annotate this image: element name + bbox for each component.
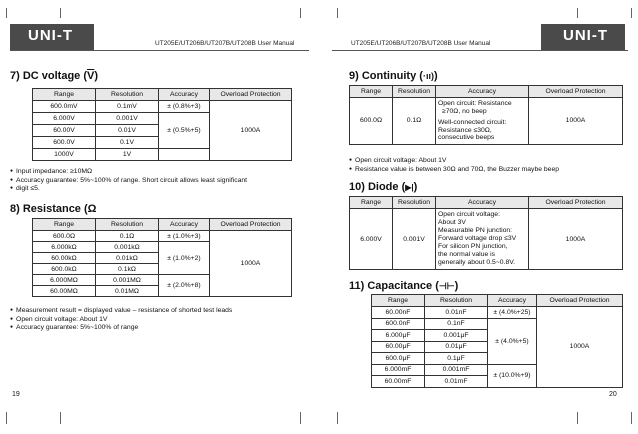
cell-resolution: 0.001MΩ — [96, 275, 159, 286]
cell-accuracy: ± (4.0%+25) — [488, 307, 537, 319]
cell-resolution: 0.1μF — [425, 353, 488, 365]
cell-resolution: 0.001V — [96, 113, 159, 125]
col-header: Range — [33, 89, 96, 101]
cell-range: 60.00kΩ — [33, 253, 96, 264]
note: ● Accuracy guarantee: 5%~100% of range. Short circuit allows least significant — [10, 177, 310, 186]
diode-icon: ▶| — [405, 183, 414, 192]
cell-range: 60.00MΩ — [33, 286, 96, 297]
note: ● Accuracy guarantee: 5%~100% of range — [10, 324, 310, 333]
note: ● digit ≤5. — [10, 185, 310, 194]
dc-voltage-icon: V — [87, 70, 95, 82]
cell-accuracy: ± (1.0%+2) — [159, 242, 210, 275]
cell-accuracy: ± (4.0%+5) — [488, 318, 537, 364]
cell-range: 600.0V — [33, 137, 96, 149]
crop-mark — [60, 412, 61, 424]
col-header: Accuracy — [488, 295, 537, 307]
cell-accuracy: ± (10.0%+9) — [488, 364, 537, 387]
cell-range: 600.0Ω — [350, 98, 393, 145]
page-number: 20 — [609, 391, 617, 398]
page-number: 19 — [12, 391, 20, 398]
continuity-icon: ·ıı) — [422, 71, 434, 81]
cell-accuracy: Open circuit voltage: About 3V Measurable PN junction: Forward voltage drop ≤3V For silicon PN junction, the normal value is generally about 0.5~0.8V. — [436, 209, 529, 270]
diode-table — [349, 196, 623, 270]
cell-accuracy: ± (0.8%+3) — [159, 101, 210, 113]
col-header: Range — [350, 197, 393, 209]
cell-resolution: 0.01V — [96, 125, 159, 137]
continuity-heading: 9) Continuity (·ıı)) — [349, 70, 438, 82]
cell-resolution: 0.1V — [96, 137, 159, 149]
crop-mark — [577, 8, 578, 18]
cell-overload: 1000A — [210, 231, 292, 297]
cell-resolution: 0.01μF — [425, 341, 488, 353]
col-header: Overload Protection — [537, 295, 623, 307]
cell-range: 6.000V — [350, 209, 393, 270]
cell-range: 600.0nF — [372, 318, 425, 330]
crop-mark — [337, 8, 338, 18]
capacitance-table — [371, 294, 623, 388]
brand-logo: UNI-T — [28, 27, 73, 44]
ohm-icon: Ω — [87, 203, 97, 215]
resistance-table — [32, 218, 292, 297]
crop-mark — [337, 412, 338, 424]
cell-resolution: 0.1kΩ — [96, 264, 159, 275]
col-header: Range — [372, 295, 425, 307]
crop-mark — [300, 412, 301, 424]
cell-resolution: 0.001V — [393, 209, 436, 270]
cell-range: 1000V — [33, 149, 96, 161]
cell-resolution: 0.001μF — [425, 330, 488, 342]
continuity-table — [349, 85, 623, 145]
crop-mark — [6, 8, 7, 18]
cell-range: 600.0mV — [33, 101, 96, 113]
cell-overload: 1000A — [529, 98, 623, 145]
cell-resolution: 0.1Ω — [96, 231, 159, 242]
col-header: Overload Protection — [210, 89, 292, 101]
col-header: Resolution — [393, 197, 436, 209]
cell-range: 60.00mF — [372, 376, 425, 388]
note: ● Input impedance: ≥10MΩ — [10, 168, 310, 177]
manual-title: UT205E/UT206B/UT207B/UT208B User Manual — [155, 40, 295, 47]
cell-range: 6.000V — [33, 113, 96, 125]
cell-resolution: 0.1mV — [96, 101, 159, 113]
cell-accuracy: ± (0.5%+5) — [159, 113, 210, 149]
cell-range: 600.0kΩ — [33, 264, 96, 275]
cell-resolution: 0.001mF — [425, 364, 488, 376]
cell-range: 60.00nF — [372, 307, 425, 319]
capacitance-heading: 11) Capacitance (⊣⊢) — [349, 280, 459, 292]
diode-heading: 10) Diode (▶|) — [349, 181, 418, 193]
cell-range: 6.000MΩ — [33, 275, 96, 286]
crop-mark — [300, 8, 301, 18]
col-header: Range — [350, 86, 393, 98]
note: ● Open circuit voltage: About 1V — [10, 316, 310, 325]
cell-accuracy-empty — [159, 149, 210, 161]
cell-accuracy: ± (1.0%+3) — [159, 231, 210, 242]
note: ● Measurement result = displayed value – resistance of shorted test leads — [10, 307, 310, 316]
dc-voltage-notes — [10, 168, 310, 194]
crop-mark — [60, 8, 61, 18]
cell-range: 6.000kΩ — [33, 242, 96, 253]
cell-resolution: 0.01MΩ — [96, 286, 159, 297]
capacitor-icon: ⊣⊢ — [438, 281, 455, 291]
cell-range: 6.000mF — [372, 364, 425, 376]
crop-mark — [6, 412, 7, 424]
cell-range: 6.000μF — [372, 330, 425, 342]
col-header: Accuracy — [159, 89, 210, 101]
col-header: Resolution — [96, 89, 159, 101]
col-header: Resolution — [96, 219, 159, 231]
col-header: Accuracy — [159, 219, 210, 231]
dc-voltage-heading: 7) DC voltage (V) — [10, 70, 99, 82]
col-header: Overload Protection — [210, 219, 292, 231]
cell-overload: 1000A — [529, 209, 623, 270]
note: ● Resistance value is between 30Ω and 70Ω, the Buzzer maybe beep — [349, 166, 634, 175]
cell-overload: 1000A — [537, 307, 623, 388]
continuity-notes — [349, 157, 634, 174]
col-header: Accuracy — [436, 197, 529, 209]
col-header: Range — [33, 219, 96, 231]
resistance-notes — [10, 307, 310, 333]
cell-range: 600.0Ω — [33, 231, 96, 242]
resistance-heading: 8) Resistance (Ω — [10, 203, 97, 215]
col-header: Overload Protection — [529, 86, 623, 98]
cell-range: 600.0μF — [372, 353, 425, 365]
brand-logo: UNI-T — [563, 27, 608, 44]
cell-resolution: 0.1nF — [425, 318, 488, 330]
cell-resolution: 0.01kΩ — [96, 253, 159, 264]
cell-range: 60.00μF — [372, 341, 425, 353]
cell-resolution: 0.1Ω — [393, 98, 436, 145]
crop-mark — [631, 8, 632, 18]
cell-overload: 1000A — [210, 101, 292, 161]
header-rule — [332, 50, 628, 51]
crop-mark — [631, 412, 632, 424]
col-header: Resolution — [425, 295, 488, 307]
cell-accuracy: Open circuit: Resistance ≥70Ω, no beep Well-connected circuit: Resistance ≤30Ω, consecutive beeps — [436, 98, 529, 145]
col-header: Accuracy — [436, 86, 529, 98]
manual-title: UT205E/UT206B/UT207B/UT208B User Manual — [351, 40, 491, 47]
right-page — [319, 0, 638, 434]
note: ● Open circuit voltage: About 1V — [349, 157, 634, 166]
cell-resolution: 0.01mF — [425, 376, 488, 388]
cell-range: 60.00V — [33, 125, 96, 137]
col-header: Resolution — [393, 86, 436, 98]
cell-accuracy: ± (2.0%+8) — [159, 275, 210, 297]
col-header: Overload Protection — [529, 197, 623, 209]
cell-resolution: 1V — [96, 149, 159, 161]
cell-resolution: 0.01nF — [425, 307, 488, 319]
dc-voltage-table — [32, 88, 292, 161]
crop-mark — [577, 412, 578, 424]
cell-resolution: 0.001kΩ — [96, 242, 159, 253]
header-rule — [10, 50, 309, 51]
